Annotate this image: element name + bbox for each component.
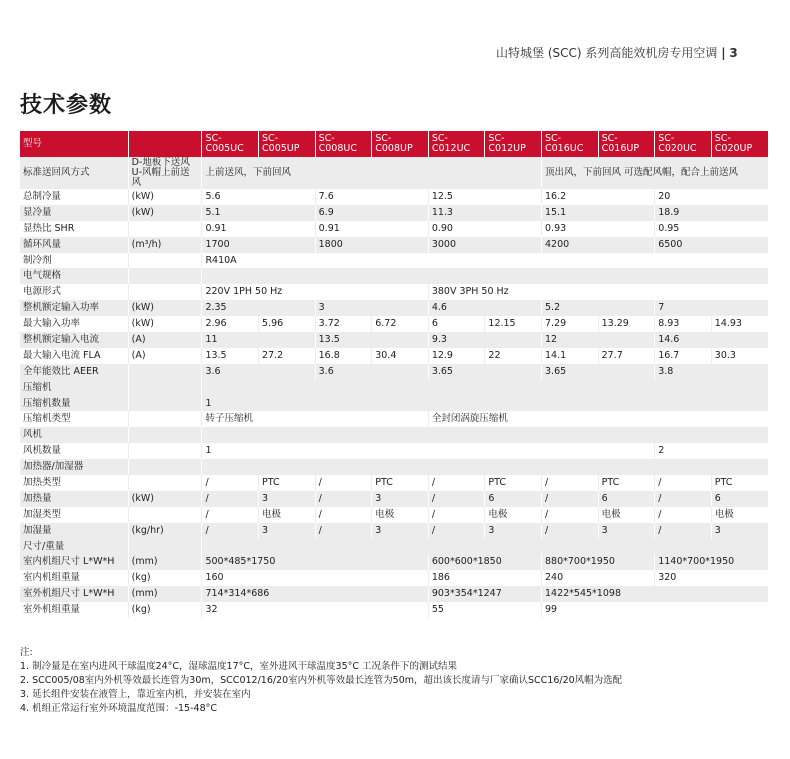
- value-cell: 5.96: [259, 316, 316, 332]
- value-cell: 12.5: [428, 189, 541, 205]
- value-cell: 5.1: [202, 205, 315, 221]
- section-row: [20, 539, 768, 555]
- value-cell: 电极: [711, 507, 768, 523]
- table-row: [20, 364, 768, 380]
- row-unit: [128, 411, 202, 427]
- value-cell: 6: [711, 491, 768, 507]
- row-unit: D-地板下送风 U-风帽上前送风: [128, 157, 202, 189]
- value-cell: /: [428, 475, 485, 491]
- value-cell: /: [655, 507, 712, 523]
- row-label: 加湿类型: [20, 507, 128, 523]
- value-cell: 3: [485, 523, 542, 539]
- row-label: 循环风量: [20, 237, 128, 253]
- value-cell: 16.7: [655, 348, 712, 364]
- section-label: 压缩机: [20, 380, 128, 396]
- value-cell: 500*485*1750: [202, 554, 428, 570]
- value-cell: PTC: [259, 475, 316, 491]
- value-cell: 6: [485, 491, 542, 507]
- model-header: SC-C008UC: [315, 131, 372, 157]
- page-title: 技术参数: [20, 93, 113, 118]
- notes-title: 注:: [20, 647, 33, 658]
- table-row: [20, 396, 768, 412]
- row-label: 整机额定输入电流: [20, 332, 128, 348]
- value-cell: R410A: [202, 253, 768, 269]
- running-header: [496, 44, 738, 61]
- value-cell: 3: [315, 300, 428, 316]
- table-row: [20, 189, 768, 205]
- row-label: 整机额定输入功率: [20, 300, 128, 316]
- value-cell: /: [428, 523, 485, 539]
- value-cell: 99: [542, 602, 769, 618]
- value-cell: 7: [655, 300, 768, 316]
- row-label: 总制冷量: [20, 189, 128, 205]
- row-unit: [128, 284, 202, 300]
- value-cell: 3: [598, 523, 655, 539]
- value-cell: PTC: [485, 475, 542, 491]
- value-cell: 16.2: [542, 189, 655, 205]
- section-label: 电气规格: [20, 268, 128, 284]
- table-row: [20, 237, 768, 253]
- row-unit: [128, 380, 202, 396]
- value-cell: 3.6: [315, 364, 428, 380]
- value-cell: 电极: [372, 507, 429, 523]
- row-unit: (kg/hr): [128, 523, 202, 539]
- table-row: [20, 475, 768, 491]
- row-label: 室外机组尺寸 L*W*H: [20, 586, 128, 602]
- airflow-right: 顶出风，下前回风 可选配风帽，配合上前送风: [542, 157, 769, 189]
- value-cell: 0.91: [315, 221, 428, 237]
- row-unit: (kW): [128, 189, 202, 205]
- row-label: 室外机组重量: [20, 602, 128, 618]
- row-unit: (kW): [128, 205, 202, 221]
- value-cell: 12.15: [485, 316, 542, 332]
- value-cell: 240: [542, 570, 655, 586]
- value-cell: 160: [202, 570, 428, 586]
- table-row: [20, 332, 768, 348]
- table-row: [20, 554, 768, 570]
- value-cell: 22: [485, 348, 542, 364]
- page-number: 3: [729, 46, 738, 60]
- model-header: SC-C016UP: [598, 131, 655, 157]
- spec-table: [20, 131, 768, 618]
- value-cell: 全封闭涡旋压缩机: [428, 411, 768, 427]
- value-cell: 2.35: [202, 300, 315, 316]
- value-cell: 0.91: [202, 221, 315, 237]
- value-cell: 6: [598, 491, 655, 507]
- section-label: 风机: [20, 427, 128, 443]
- table-row: [20, 157, 768, 189]
- row-unit: (m³/h): [128, 237, 202, 253]
- value-cell: 186: [428, 570, 541, 586]
- value-cell: 13.29: [598, 316, 655, 332]
- value-cell: 2: [655, 443, 768, 459]
- value-cell: /: [202, 475, 259, 491]
- airflow-left: 上前送风，下前回风: [202, 157, 542, 189]
- value-cell: PTC: [598, 475, 655, 491]
- value-cell: 13.5: [315, 332, 428, 348]
- value-cell: 320: [655, 570, 768, 586]
- note-item: 4. 机组正常运行室外环境温度范围：-15-48°C: [20, 703, 218, 714]
- model-header: SC-C005UC: [202, 131, 259, 157]
- table-row: [20, 523, 768, 539]
- row-unit: (A): [128, 348, 202, 364]
- value-cell: 5.2: [542, 300, 655, 316]
- model-header: SC-C020UP: [711, 131, 768, 157]
- note-item: 1. 制冷量是在室内进风干球温度24°C，湿球温度17°C，室外进风干球温度35°C 工况条件下的测试结果: [20, 661, 458, 672]
- header-separator: |: [721, 46, 726, 60]
- value-cell: /: [655, 523, 712, 539]
- value-cell: 8.93: [655, 316, 712, 332]
- table-row: [20, 300, 768, 316]
- table-row: [20, 205, 768, 221]
- value-cell: 12.9: [428, 348, 485, 364]
- value-cell: 18.9: [655, 205, 768, 221]
- value-cell: 2.96: [202, 316, 259, 332]
- row-label: 压缩机数量: [20, 396, 128, 412]
- value-cell: /: [428, 491, 485, 507]
- notes: [20, 646, 622, 716]
- value-cell: 55: [428, 602, 541, 618]
- row-label: 压缩机类型: [20, 411, 128, 427]
- value-cell: 11.3: [428, 205, 541, 221]
- row-unit: [128, 459, 202, 475]
- value-cell: 3000: [428, 237, 541, 253]
- value-cell: 3.6: [202, 364, 315, 380]
- value-cell: 600*600*1850: [428, 554, 541, 570]
- empty-cell: [202, 427, 768, 443]
- model-header: SC-C016UC: [542, 131, 599, 157]
- row-label: 风机数量: [20, 443, 128, 459]
- value-cell: 880*700*1950: [542, 554, 655, 570]
- value-cell: 3: [711, 523, 768, 539]
- value-cell: /: [315, 507, 372, 523]
- model-header: SC-C008UP: [372, 131, 429, 157]
- header-title: 山特城堡 (SCC) 系列高能效机房专用空调: [496, 46, 718, 60]
- table-row: [20, 443, 768, 459]
- value-cell: /: [428, 507, 485, 523]
- value-cell: 903*354*1247: [428, 586, 541, 602]
- section-row: [20, 427, 768, 443]
- row-unit: [128, 539, 202, 555]
- value-cell: 3.65: [542, 364, 655, 380]
- value-cell: 5.6: [202, 189, 315, 205]
- row-unit: [128, 475, 202, 491]
- value-cell: PTC: [372, 475, 429, 491]
- value-cell: 7.6: [315, 189, 428, 205]
- value-cell: 7.29: [542, 316, 599, 332]
- row-unit: [128, 443, 202, 459]
- value-cell: 0.90: [428, 221, 541, 237]
- table-row: [20, 348, 768, 364]
- value-cell: 1800: [315, 237, 428, 253]
- value-cell: /: [202, 491, 259, 507]
- value-cell: /: [315, 523, 372, 539]
- value-cell: 6.72: [372, 316, 429, 332]
- table-row: [20, 507, 768, 523]
- header-unit-cell: [128, 131, 202, 157]
- section-row: [20, 380, 768, 396]
- row-unit: (kg): [128, 602, 202, 618]
- model-header: SC-C012UC: [428, 131, 485, 157]
- value-cell: 1140*700*1950: [655, 554, 768, 570]
- section-row: [20, 459, 768, 475]
- table-header-row: [20, 131, 768, 157]
- value-cell: 12: [542, 332, 655, 348]
- row-unit: (kg): [128, 570, 202, 586]
- row-label: 室内机组尺寸 L*W*H: [20, 554, 128, 570]
- value-cell: 27.2: [259, 348, 316, 364]
- row-unit: [128, 396, 202, 412]
- value-cell: 14.6: [655, 332, 768, 348]
- section-label: 尺寸/重量: [20, 539, 128, 555]
- value-cell: 1: [202, 443, 655, 459]
- value-cell: 20: [655, 189, 768, 205]
- value-cell: 0.95: [655, 221, 768, 237]
- empty-cell: [202, 459, 768, 475]
- row-unit: (kW): [128, 300, 202, 316]
- row-label: 最大输入电流 FLA: [20, 348, 128, 364]
- table-row: [20, 253, 768, 269]
- value-cell: /: [542, 507, 599, 523]
- model-header: SC-C020UC: [655, 131, 712, 157]
- value-cell: 16.8: [315, 348, 372, 364]
- table-row: [20, 491, 768, 507]
- value-cell: 30.3: [711, 348, 768, 364]
- empty-cell: [202, 268, 768, 284]
- row-unit: (kW): [128, 491, 202, 507]
- note-item: 2. SCC005/08室内外机等效最长连管为30m，SCC012/16/20室内外机等效最长连管为50m，超出该长度请与厂家确认SCC16/20风帽为选配: [20, 675, 623, 686]
- value-cell: 32: [202, 602, 428, 618]
- value-cell: 3.65: [428, 364, 541, 380]
- table-row: [20, 316, 768, 332]
- value-cell: 4.6: [428, 300, 541, 316]
- value-cell: 电极: [598, 507, 655, 523]
- value-cell: /: [655, 475, 712, 491]
- value-cell: 6: [428, 316, 485, 332]
- value-cell: 9.3: [428, 332, 541, 348]
- row-label: 加热类型: [20, 475, 128, 491]
- row-label: 标准送回风方式: [20, 157, 128, 189]
- row-unit: [128, 507, 202, 523]
- row-label: 加热量: [20, 491, 128, 507]
- value-cell: 30.4: [372, 348, 429, 364]
- value-cell: 0.93: [542, 221, 655, 237]
- model-header: SC-C005UP: [259, 131, 316, 157]
- row-label: 显冷量: [20, 205, 128, 221]
- value-cell: 11: [202, 332, 315, 348]
- value-cell: 6500: [655, 237, 768, 253]
- value-cell: 转子压缩机: [202, 411, 428, 427]
- row-label: 电源形式: [20, 284, 128, 300]
- section-label: 加热器/加湿器: [20, 459, 128, 475]
- table-row: [20, 586, 768, 602]
- table-row: [20, 221, 768, 237]
- value-cell: 3: [259, 523, 316, 539]
- row-label: 全年能效比 AEER: [20, 364, 128, 380]
- value-cell: 27.7: [598, 348, 655, 364]
- row-label: 最大输入功率: [20, 316, 128, 332]
- note-item: 3. 延长组件安装在液管上，靠近室内机，并安装在室内: [20, 689, 251, 700]
- value-cell: 电极: [259, 507, 316, 523]
- value-cell: /: [655, 491, 712, 507]
- value-cell: /: [315, 475, 372, 491]
- value-cell: PTC: [711, 475, 768, 491]
- value-cell: 14.93: [711, 316, 768, 332]
- value-cell: 3: [372, 491, 429, 507]
- value-cell: 3: [372, 523, 429, 539]
- value-cell: 1700: [202, 237, 315, 253]
- value-cell: 3.72: [315, 316, 372, 332]
- value-cell: 1422*545*1098: [542, 586, 769, 602]
- row-unit: (mm): [128, 554, 202, 570]
- value-cell: 4200: [542, 237, 655, 253]
- row-unit: [128, 364, 202, 380]
- row-unit: (kW): [128, 316, 202, 332]
- value-cell: /: [542, 523, 599, 539]
- row-unit: [128, 253, 202, 269]
- value-cell: 电极: [485, 507, 542, 523]
- section-row: [20, 268, 768, 284]
- row-unit: [128, 427, 202, 443]
- value-cell: 380V 3PH 50 Hz: [428, 284, 768, 300]
- row-label: 制冷剂: [20, 253, 128, 269]
- table-row: [20, 411, 768, 427]
- value-cell: 6.9: [315, 205, 428, 221]
- value-cell: /: [315, 491, 372, 507]
- row-unit: (A): [128, 332, 202, 348]
- value-cell: 3.8: [655, 364, 768, 380]
- value-cell: /: [202, 523, 259, 539]
- value-cell: 3: [259, 491, 316, 507]
- table-row: [20, 284, 768, 300]
- value-cell: /: [202, 507, 259, 523]
- row-label: 加湿量: [20, 523, 128, 539]
- value-cell: 13.5: [202, 348, 259, 364]
- value-cell: 714*314*686: [202, 586, 428, 602]
- empty-cell: [202, 380, 768, 396]
- row-unit: (mm): [128, 586, 202, 602]
- table-row: [20, 570, 768, 586]
- value-cell: /: [542, 475, 599, 491]
- value-cell: 220V 1PH 50 Hz: [202, 284, 428, 300]
- row-label: 室内机组重量: [20, 570, 128, 586]
- value-cell: 1: [202, 396, 768, 412]
- row-unit: [128, 268, 202, 284]
- value-cell: 15.1: [542, 205, 655, 221]
- row-unit: [128, 221, 202, 237]
- value-cell: 14.1: [542, 348, 599, 364]
- model-header: SC-C012UP: [485, 131, 542, 157]
- empty-cell: [202, 539, 768, 555]
- table-row: [20, 602, 768, 618]
- value-cell: /: [542, 491, 599, 507]
- header-label: 型号: [20, 131, 128, 157]
- row-label: 显热比 SHR: [20, 221, 128, 237]
